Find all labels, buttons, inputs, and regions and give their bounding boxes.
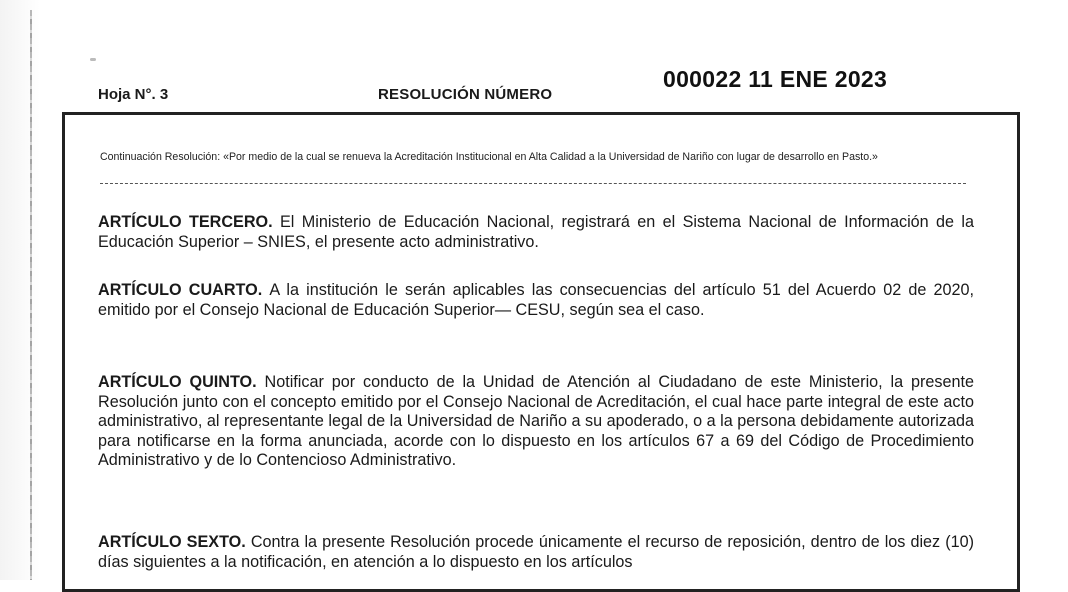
article-text: Contra la presente Resolución procede únicamente el recurso de reposición, dentro de los diez (10) días siguientes a la notificación, en atención a lo dispuesto en los artículos [98,533,974,571]
article-text: Notificar por conducto de la Unidad de Atención al Ciudadano de este Ministerio, la presente Resolución junto con el concepto emitido por el Consejo Nacional de Acreditación, el cual hace parte integral de este acto administrativo, al representante legal de la Universidad de Nariño a su apoderado, o a la persona debidamente autorizada para notificarse en la forma anunciada, acorde con lo dispuesto en los artículos 67 a 69 del Código de Procedimiento Administrativo y de lo Contencioso Administrativo. [98,373,974,469]
article-text: El Ministerio de Educación Nacional, registrará en el Sistema Nacional de Información de la Educación Superior – SNIES, el presente acto administrativo. [98,213,974,251]
sheet-number: Hoja N°. 3 [98,86,169,103]
resolution-number-stamp: 000022 11 ENE 2023 [663,66,888,92]
dashed-separator [100,183,966,184]
article-fifth [98,373,974,471]
article-title: ARTÍCULO QUINTO. [98,373,265,391]
scan-mark [90,58,96,61]
article-sixth [98,533,974,572]
article-title: ARTÍCULO SEXTO. [98,533,251,551]
continuation-note: Continuación Resolución: «Por medio de la cual se renueva la Acreditación Institucional en Alta Calidad a la Universidad de Nariño con lugar de desarrollo en Pasto.» [100,151,878,163]
article-title: ARTÍCULO TERCERO. [98,213,280,231]
resolution-number-label: RESOLUCIÓN NÚMERO [378,86,553,103]
scan-binding-line [30,10,32,580]
article-text: A la institución le serán aplicables las consecuencias del artículo 51 del Acuerdo 02 de 2020, emitido por el Consejo Nacional de Educación Superior— CESU, según sea el caso. [98,281,974,319]
article-title: ARTÍCULO CUARTO. [98,281,270,299]
article-fourth [98,281,974,320]
article-third [98,213,974,252]
scan-edge [0,0,40,580]
document-frame [62,112,1020,592]
